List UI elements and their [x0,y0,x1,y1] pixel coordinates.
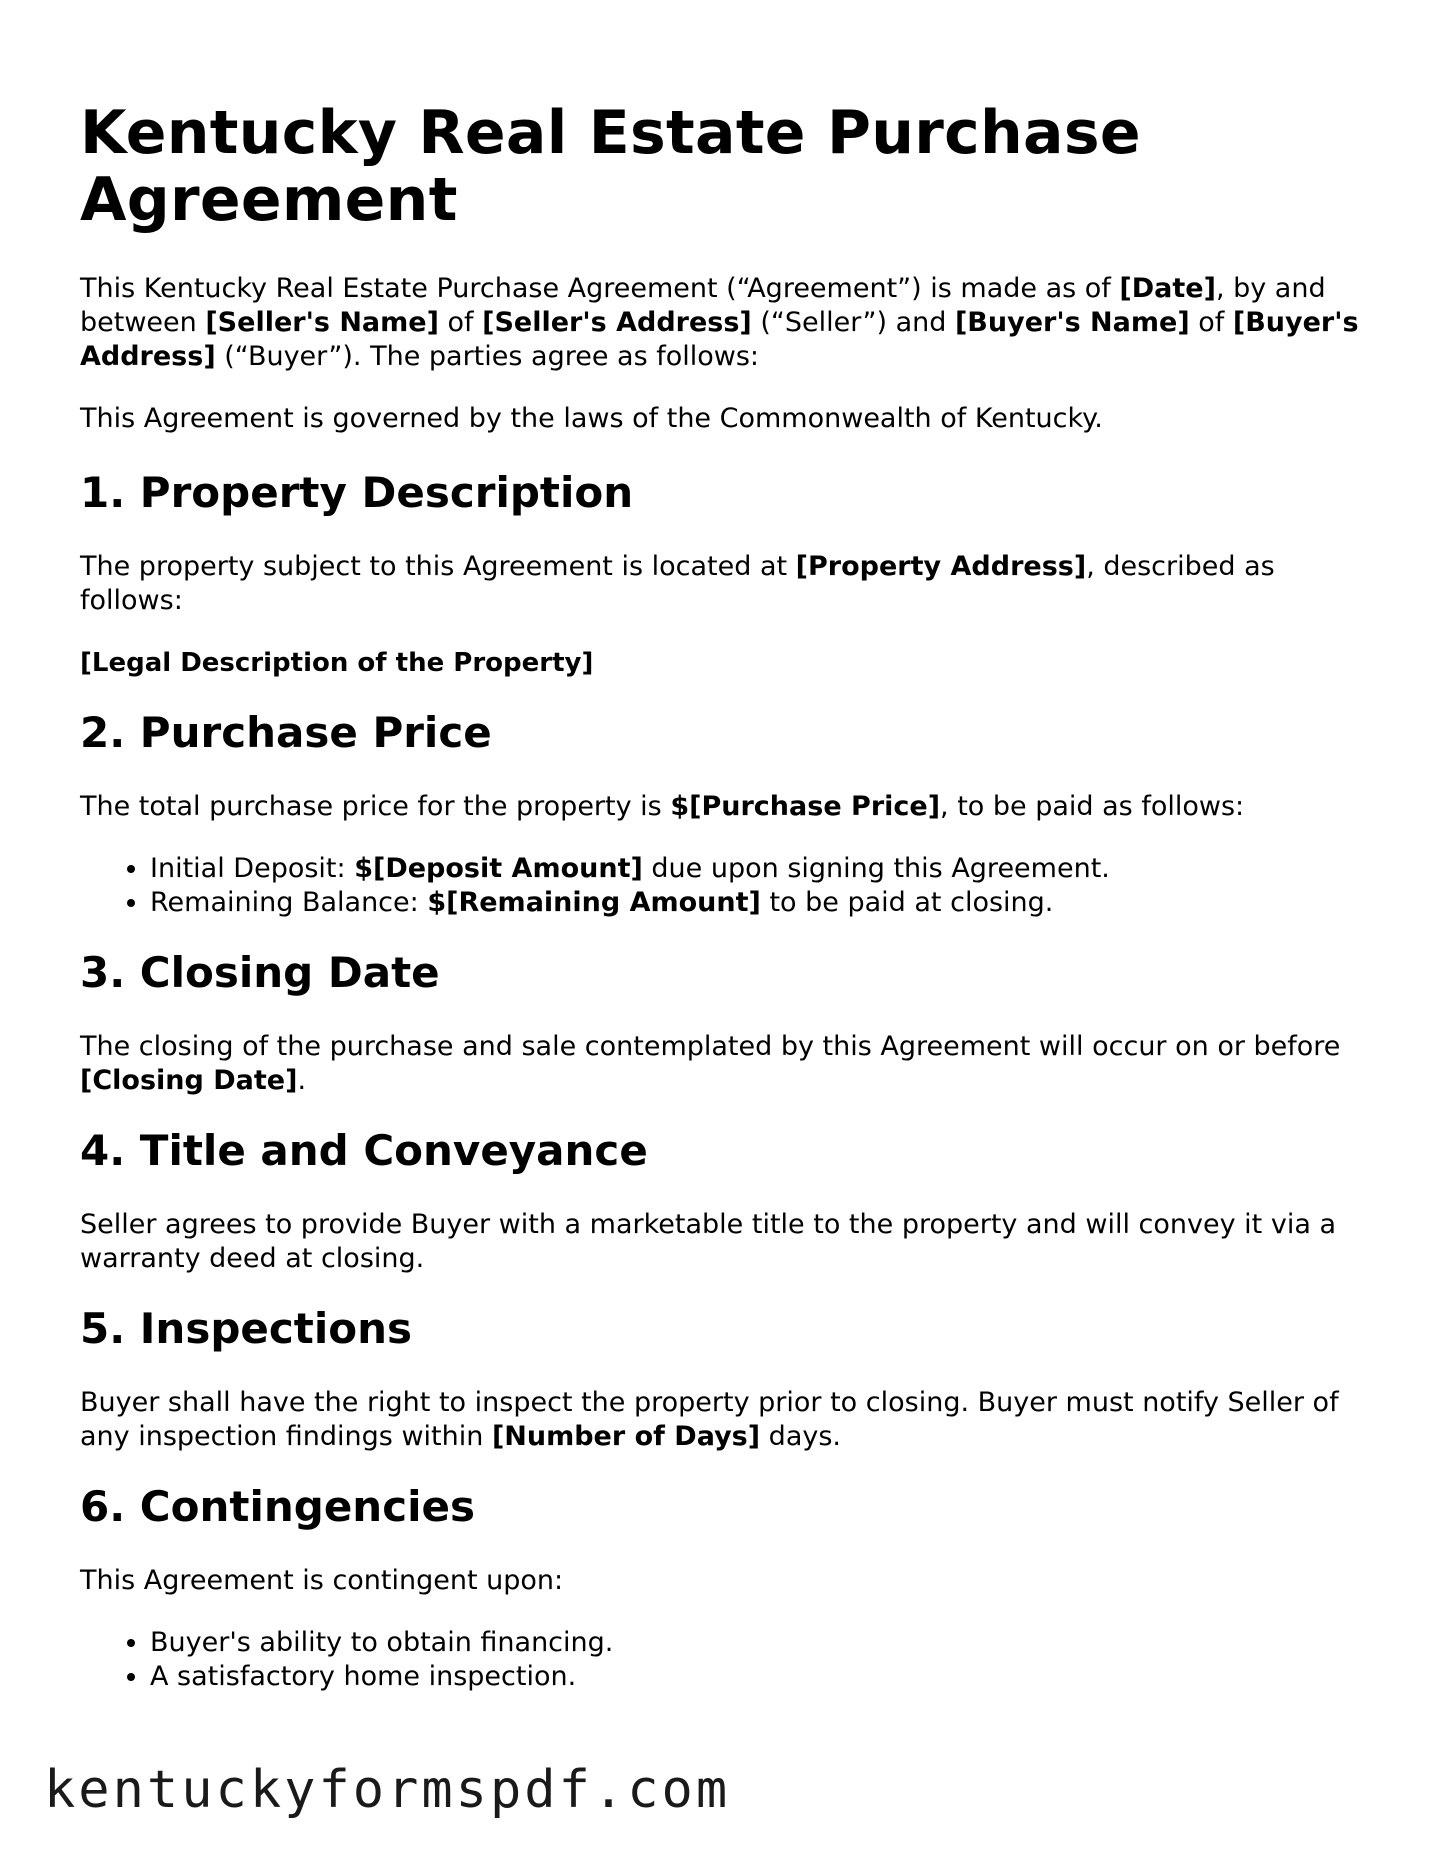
section-heading-contingencies: 6. Contingencies [80,1482,475,1531]
number-of-days-placeholder: [Number of Days] [491,1421,761,1452]
section-heading-property: 1. Property Description [80,468,634,517]
buyer-name-placeholder: [Buyer's Name] [954,307,1190,338]
contingencies-list [80,1626,1370,1694]
legal-description-placeholder: [Legal Description of the Property] [80,648,594,678]
closing-date-placeholder: [Closing Date] [80,1065,298,1096]
section-heading-closing: 3. Closing Date [80,948,440,997]
buyer-address-placeholder: [Buyer's Address] [80,307,1359,372]
payment-list [80,852,1370,920]
document-title: Kentucky Real Estate Purchase Agreement [80,98,1141,235]
list-item: • Initial Deposit: $[Deposit Amount] due upon signing this Agreement. [150,852,1370,886]
section-heading-inspections: 5. Inspections [80,1304,413,1353]
seller-name-placeholder: [Seller's Name] [205,307,439,338]
purchase-price-placeholder: $[Purchase Price] [670,791,941,822]
deposit-amount-placeholder: $[Deposit Amount] [354,853,643,884]
section-heading-price: 2. Purchase Price [80,708,492,757]
closing-paragraph: The closing of the purchase and sale contemplated by this Agreement will occur on or before [Closing Date]. [80,1031,1341,1096]
list-item: • Buyer's ability to obtain financing. [150,1626,1370,1660]
title-paragraph: Seller agrees to provide Buyer with a marketable title to the property and will convey it via a warranty deed at closing. [80,1209,1336,1274]
property-address-placeholder: [Property Address] [795,551,1087,582]
seller-address-placeholder: [Seller's Address] [482,307,752,338]
inspections-paragraph: Buyer shall have the right to inspect the property prior to closing. Buyer must notify Seller of any inspection findings within [Number of Days] days. [80,1387,1339,1452]
price-paragraph: The total purchase price for the property is $[Purchase Price], to be paid as follows: [80,791,1245,822]
remaining-amount-placeholder: $[Remaining Amount] [427,887,761,918]
list-item: • A satisfactory home inspection. [150,1660,1370,1694]
list-item: • Remaining Balance: $[Remaining Amount] to be paid at closing. [150,886,1370,920]
site-watermark: kentuckyformspdf.com [44,1760,731,1820]
contingencies-paragraph: This Agreement is contingent upon: [80,1565,564,1596]
document-page [80,100,1370,1722]
property-paragraph: The property subject to this Agreement is located at [Property Address], described as follows: [80,551,1275,616]
intro-paragraph: This Kentucky Real Estate Purchase Agreement (“Agreement”) is made as of [Date], by and between [Seller's Name] of [Seller's Address] (“Seller”) and [Buyer's Name] of [Buyer's Address] (“Buyer”). The parties agree as follows: [80,273,1359,372]
governing-law-paragraph: This Agreement is governed by the laws of the Commonwealth of Kentucky. [80,403,1103,434]
section-heading-title: 4. Title and Conveyance [80,1126,648,1175]
date-placeholder: [Date] [1119,273,1216,304]
